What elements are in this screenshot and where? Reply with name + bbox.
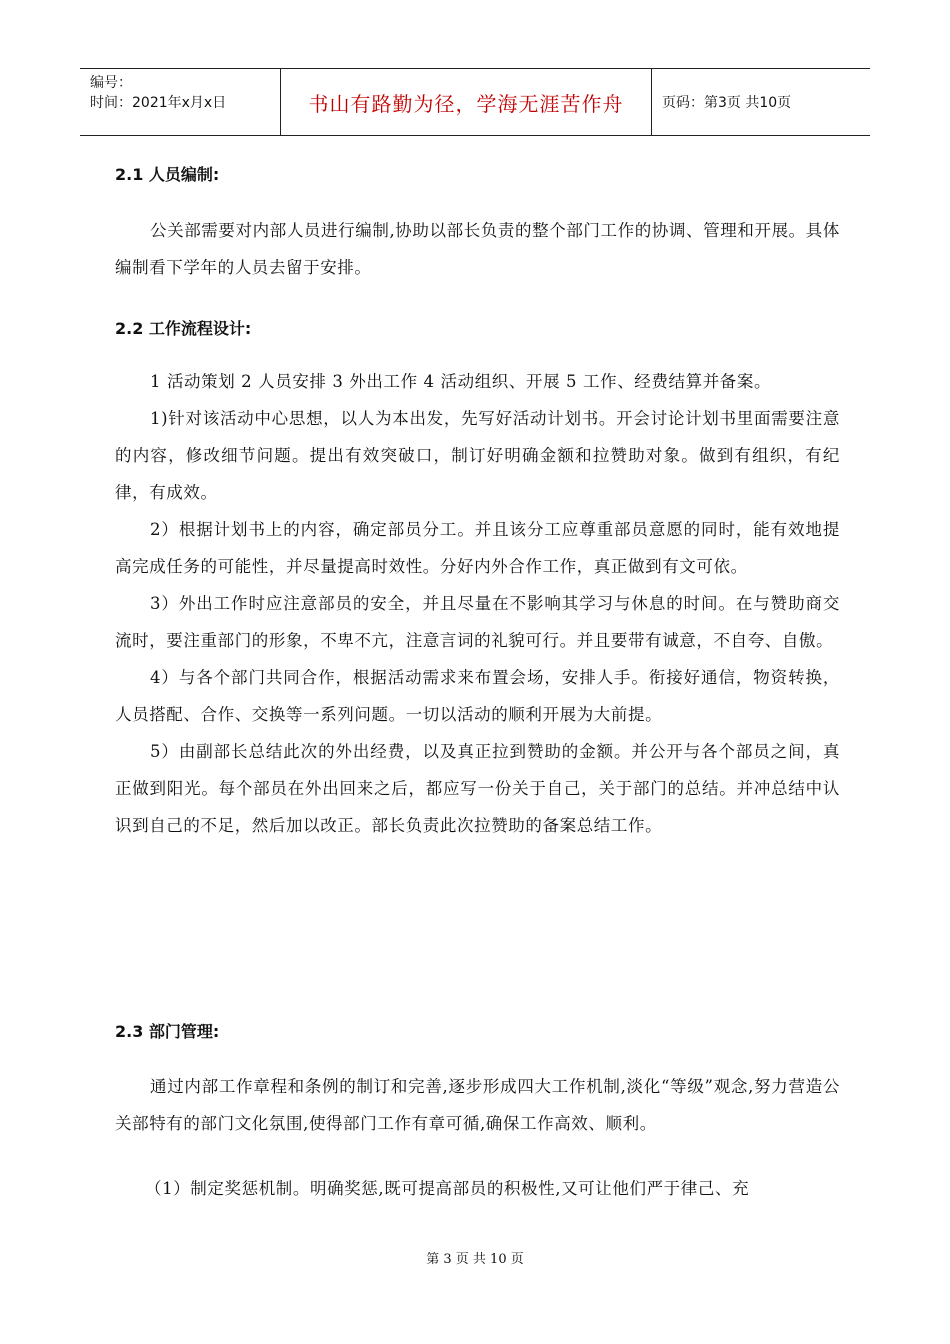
paragraph: 通过内部工作章程和条例的制订和完善,逐步形成四大工作机制,淡化“等级”观念,努力营造公关部特有的部门文化氛围,使得部门工作有章可循,确保工作高效、顺利。 [115, 1077, 840, 1133]
section-title-2-2: 2.2 工作流程设计: [115, 319, 252, 338]
page-footer: 第 3 页 共 10 页 [426, 1252, 524, 1267]
paragraph: 4）与各个部门共同合作，根据活动需求来布置会场，安排人手。衔接好通信，物资转换，人员搭配、合作、交换等一系列问题。一切以活动的顺利开展为大前提。 [115, 668, 840, 724]
section-2-2-body [115, 363, 840, 844]
paragraph: 3）外出工作时应注意部员的安全，并且尽量在不影响其学习与休息的时间。在与赞助商交流时，要注重部门的形象，不卑不亢，注意言词的礼貌可行。并且要带有诚意，不自夸、自傲。 [115, 594, 840, 650]
header-motto-cell [280, 69, 652, 135]
paragraph: 2）根据计划书上的内容，确定部员分工。并且该分工应尊重部员意愿的同时，能有效地提高完成任务的可能性，并尽量提高时效性。分好内外合作工作，真正做到有文可依。 [115, 520, 840, 576]
header-meta [80, 69, 280, 135]
document-time: 时间：2021年x月x日 [90, 95, 227, 111]
paragraph: （1）制定奖惩机制。明确奖惩,既可提高部员的积极性,又可让他们严于律己、充 [145, 1179, 750, 1198]
header-motto: 书山有路勤为径，学海无涯苦作舟 [308, 91, 624, 116]
paragraph: 公关部需要对内部人员进行编制,协助以部长负责的整个部门工作的协调、管理和开展。具体编制看下学年的人员去留于安排。 [115, 221, 840, 277]
section-title-2-1: 2.1 人员编制: [115, 165, 220, 184]
paragraph: 5）由副部长总结此次的外出经费，以及真正拉到赞助的金额。并公开与各个部员之间，真正做到阳光。每个部员在外出回来之后，都应写一份关于自己，关于部门的总结。并冲总结中认识到自己的不足，然后加以改正。部长负责此次拉赞助的备案总结工作。 [115, 742, 840, 835]
header-page-info: 页码：第3页 共10页 [662, 95, 792, 111]
section-2-3-body [115, 1068, 840, 1207]
document-number-label: 编号： [90, 75, 132, 91]
section-title-2-3: 2.3 部门管理: [115, 1022, 220, 1041]
page-header [80, 68, 870, 136]
paragraph: 1 活动策划 2 人员安排 3 外出工作 4 活动组织、开展 5 工作、经费结算并备案。 [150, 372, 772, 391]
section-2-1-body [115, 212, 840, 286]
paragraph: 1)针对该活动中心思想，以人为本出发，先写好活动计划书。开会讨论计划书里面需要注意的内容，修改细节问题。提出有效突破口，制订好明确金额和拉赞助对象。做到有组织，有纪律，有成效。 [115, 409, 840, 502]
